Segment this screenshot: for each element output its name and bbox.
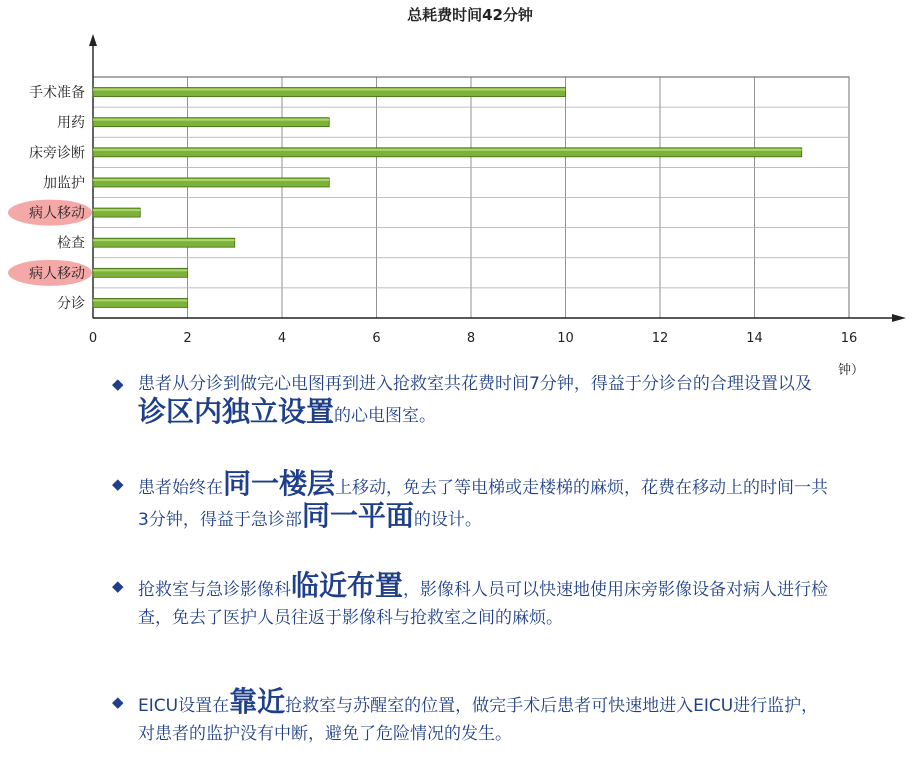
x-tick-label: 6: [372, 331, 381, 346]
bullet-item-3: [112, 569, 832, 632]
x-tick-label: 16: [840, 331, 858, 346]
bullet-text: [112, 685, 832, 748]
bullet-text-part: 的设计。: [413, 510, 482, 530]
x-tick-label: 12: [651, 331, 669, 346]
x-tick-label: 14: [746, 331, 763, 346]
bullet-text: [112, 467, 832, 534]
category-label: 床旁诊断: [29, 145, 85, 162]
category-label: 病人移动: [29, 205, 85, 222]
bullet-emphasis: 诊区内独立设置: [138, 395, 335, 428]
category-label: 病人移动: [29, 265, 85, 282]
diamond-bullet-icon: ◆: [112, 375, 124, 393]
bullet-emphasis: 靠近: [229, 685, 286, 718]
bullet-emphasis: 同一平面: [301, 499, 414, 532]
bullet-item-4: [112, 685, 832, 748]
diamond-bullet-icon: ◆: [112, 475, 124, 493]
bullet-text-part: EICU设置在: [138, 696, 230, 716]
category-label: 检查: [57, 235, 85, 252]
category-label: 分诊: [57, 295, 85, 312]
x-tick-label: 0: [88, 331, 98, 346]
bullet-text-part: 的心电图室。: [334, 406, 437, 426]
bullet-text-part: 抢救室与苏醒室的位置，做完手术后患者可快速地进入EICU进行监护，对患者的监护没有中断，避免了危险情况的发生。: [138, 696, 819, 744]
bullet-item-2: [112, 467, 832, 534]
bullet-text-part: 患者始终在: [138, 478, 223, 498]
bullet-text-part: 抢救室与急诊影像科: [138, 580, 291, 600]
bullet-emphasis: 临近布置: [291, 569, 404, 602]
chart-title: 总耗费时间42分钟: [407, 6, 533, 24]
bullet-item-1: [112, 370, 832, 430]
diamond-bullet-icon: ◆: [112, 577, 124, 595]
x-tick-label: 8: [466, 331, 476, 346]
x-tick-label: 2: [183, 331, 192, 346]
bullet-text-part: 上移动，免去了等电梯或走楼梯的麻烦，花费在移动上的时间一共3分钟，得益于急诊部: [138, 478, 829, 530]
bullet-text-part: 患者从分诊到做完心电图再到进入抢救室共花费时间7分钟，得益于分诊台的合理设置以及: [138, 374, 812, 394]
bullet-text: [112, 370, 832, 430]
bullet-text: [112, 569, 832, 632]
x-tick-label: 4: [277, 331, 287, 346]
bullet-text-part: ，影像科人员可以快速地使用床旁影像设备对病人进行检查，免去了医护人员往返于影像科与抢救室之间的麻烦。: [138, 580, 829, 628]
category-label: 手术准备: [29, 85, 85, 102]
x-tick-label: 10: [557, 331, 574, 346]
x-axis-label: 钟）: [838, 363, 865, 378]
category-label: 加监护: [43, 175, 85, 192]
bullet-emphasis: 同一楼层: [223, 467, 336, 500]
diamond-bullet-icon: ◆: [112, 693, 124, 711]
category-label: 用药: [57, 115, 85, 132]
